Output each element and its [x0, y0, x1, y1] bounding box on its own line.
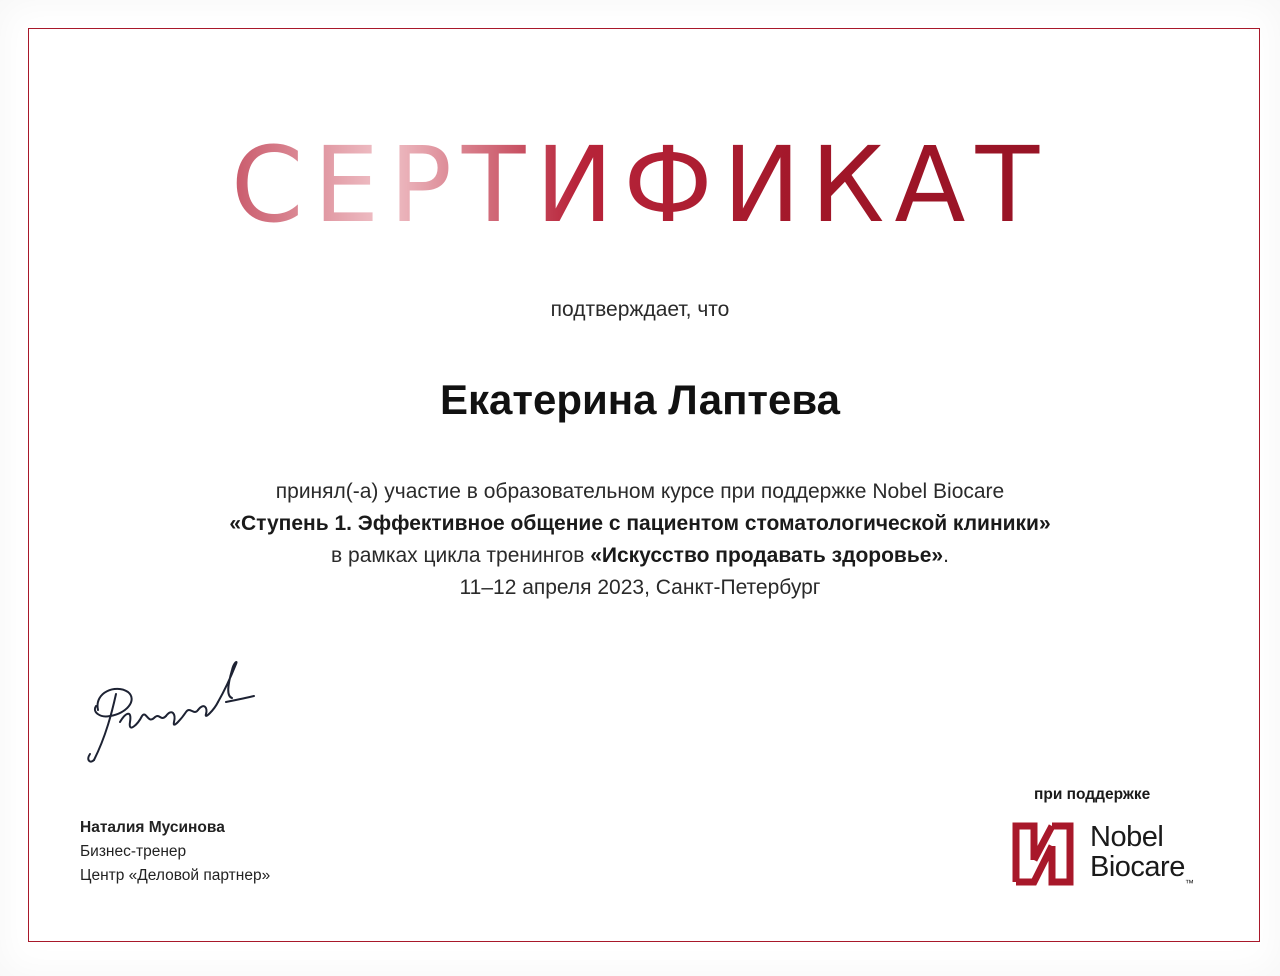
course-title-line [0, 508, 1280, 540]
signer-name: Наталия Мусинова [80, 819, 225, 836]
recipient-name: Екатерина Лаптева [440, 376, 840, 423]
date-place-line: 11–12 апреля 2023, Санкт-Петербург [459, 576, 821, 599]
cycle-prefix: в рамках цикла тренингов [331, 544, 591, 567]
signer-organization: Центр «Деловой партнер» [80, 867, 271, 884]
certificate-body [0, 476, 1280, 604]
logo-word-biocare: Biocare [1090, 851, 1185, 883]
logo-word-nobel: Nobel [1090, 821, 1164, 853]
certificate-title: СЕРТИФИКАТ [0, 130, 1280, 240]
cycle-title: «Искусство продавать здоровье» [590, 544, 944, 567]
participation-line: принял(-а) участие в образовательном курсе при поддержке Nobel Biocare [275, 480, 1005, 503]
confirms-text: подтверждает, что [550, 298, 730, 321]
signer-position: Бизнес-тренер [80, 843, 187, 860]
nobel-n-logo-icon [1010, 820, 1076, 886]
logo-word-biocare-line [1090, 851, 1194, 888]
signer-block [80, 816, 270, 888]
cycle-line [0, 540, 1280, 572]
trademark-symbol: ™ [1184, 878, 1194, 888]
cycle-suffix: . [943, 544, 949, 567]
support-label: при поддержке [1034, 786, 1151, 803]
nobel-biocare-logo [1010, 818, 1210, 888]
handwritten-signature [76, 652, 266, 772]
logo-wordmark [1090, 821, 1194, 888]
course-title: «Ступень 1. Эффективное общение с пациентом стоматологической клиники» [229, 512, 1051, 535]
